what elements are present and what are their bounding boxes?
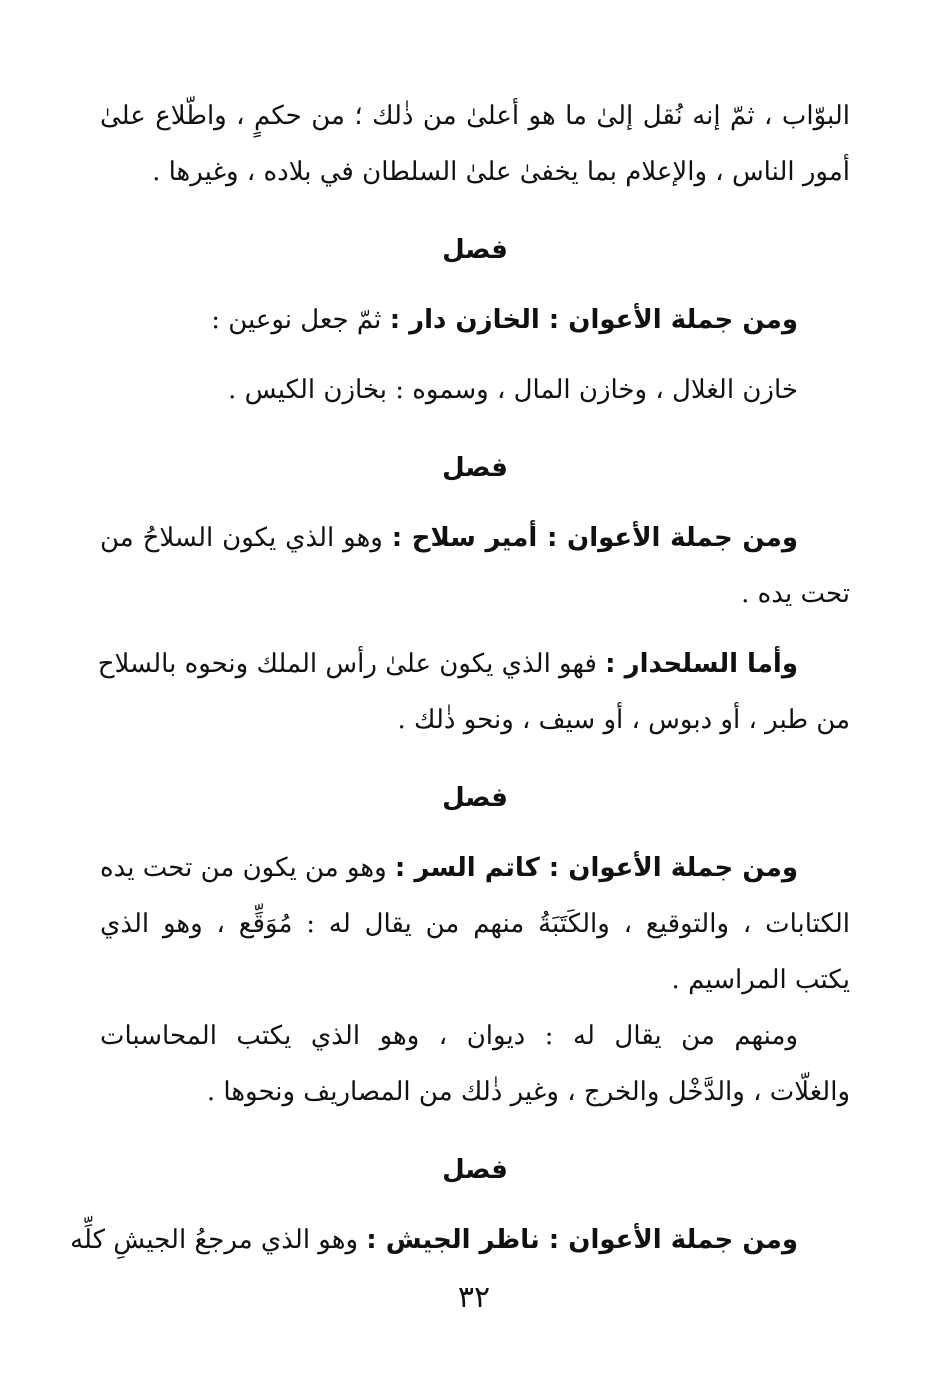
paragraph-line: يكتب المراسيم . bbox=[671, 965, 850, 995]
paragraph-text: وهو الذي مرجعُ الجيشِ كلِّه bbox=[70, 1225, 367, 1255]
paragraph-text: وهو من يكون من تحت يده bbox=[100, 853, 395, 883]
term-label: ومن جملة الأعوان : أمير سلاح : bbox=[391, 523, 799, 553]
paragraph-line: تحت يده . bbox=[741, 579, 850, 609]
paragraph-line bbox=[97, 636, 850, 692]
paragraph-text: ثمّ جعل نوعين : bbox=[211, 305, 390, 335]
paragraph-text: فهو الذي يكون علىٰ رأس الملك ونحوه بالسلاح bbox=[97, 649, 606, 679]
term-label: ومن جملة الأعوان : ناظر الجيش : bbox=[366, 1225, 798, 1255]
intro-line-2: أمور الناس ، والإعلام بما يخفىٰ علىٰ السلطان في بلاده ، وغيرها . bbox=[152, 157, 850, 187]
paragraph-line bbox=[100, 840, 850, 896]
section-heading: فصل bbox=[442, 1155, 508, 1185]
paragraph-line bbox=[100, 510, 850, 566]
page-body bbox=[70, 88, 850, 1268]
section-heading: فصل bbox=[442, 453, 508, 483]
paragraph-line bbox=[100, 292, 850, 348]
section-heading: فصل bbox=[442, 783, 508, 813]
paragraph-line: من طبر ، أو دبوس ، أو سيف ، ونحو ذٰلك . bbox=[397, 705, 850, 735]
term-label: ومن جملة الأعوان : الخازن دار : bbox=[389, 305, 798, 335]
section-heading: فصل bbox=[442, 235, 508, 265]
intro-line-1: البوّاب ، ثمّ إنه نُقل إلىٰ ما هو أعلىٰ من ذٰلك ؛ من حكمٍ ، واطّلاع علىٰ bbox=[100, 101, 850, 131]
paragraph-line: والغلّات ، والدَّخْل والخرج ، وغير ذٰلك من المصاريف ونحوها . bbox=[206, 1077, 850, 1107]
term-label: ومن جملة الأعوان : كاتم السر : bbox=[394, 853, 798, 883]
paragraph-text: وهو الذي يكون السلاحُ من bbox=[100, 523, 392, 553]
paragraph-line: خازن الغلال ، وخازن المال ، وسموه : بخازن الكيس . bbox=[228, 375, 798, 405]
paragraph-line: الكتابات ، والتوقيع ، والكَتَبَةُ منهم من يقال له : مُوَقِّع ، وهو الذي bbox=[100, 909, 850, 939]
term-label: وأما السلحدار : bbox=[605, 649, 798, 679]
page-number: ٣٢ bbox=[457, 1280, 491, 1315]
paragraph-line bbox=[70, 1212, 850, 1268]
paragraph-line: ومنهم من يقال له : ديوان ، وهو الذي يكتب المحاسبات bbox=[100, 1021, 798, 1051]
